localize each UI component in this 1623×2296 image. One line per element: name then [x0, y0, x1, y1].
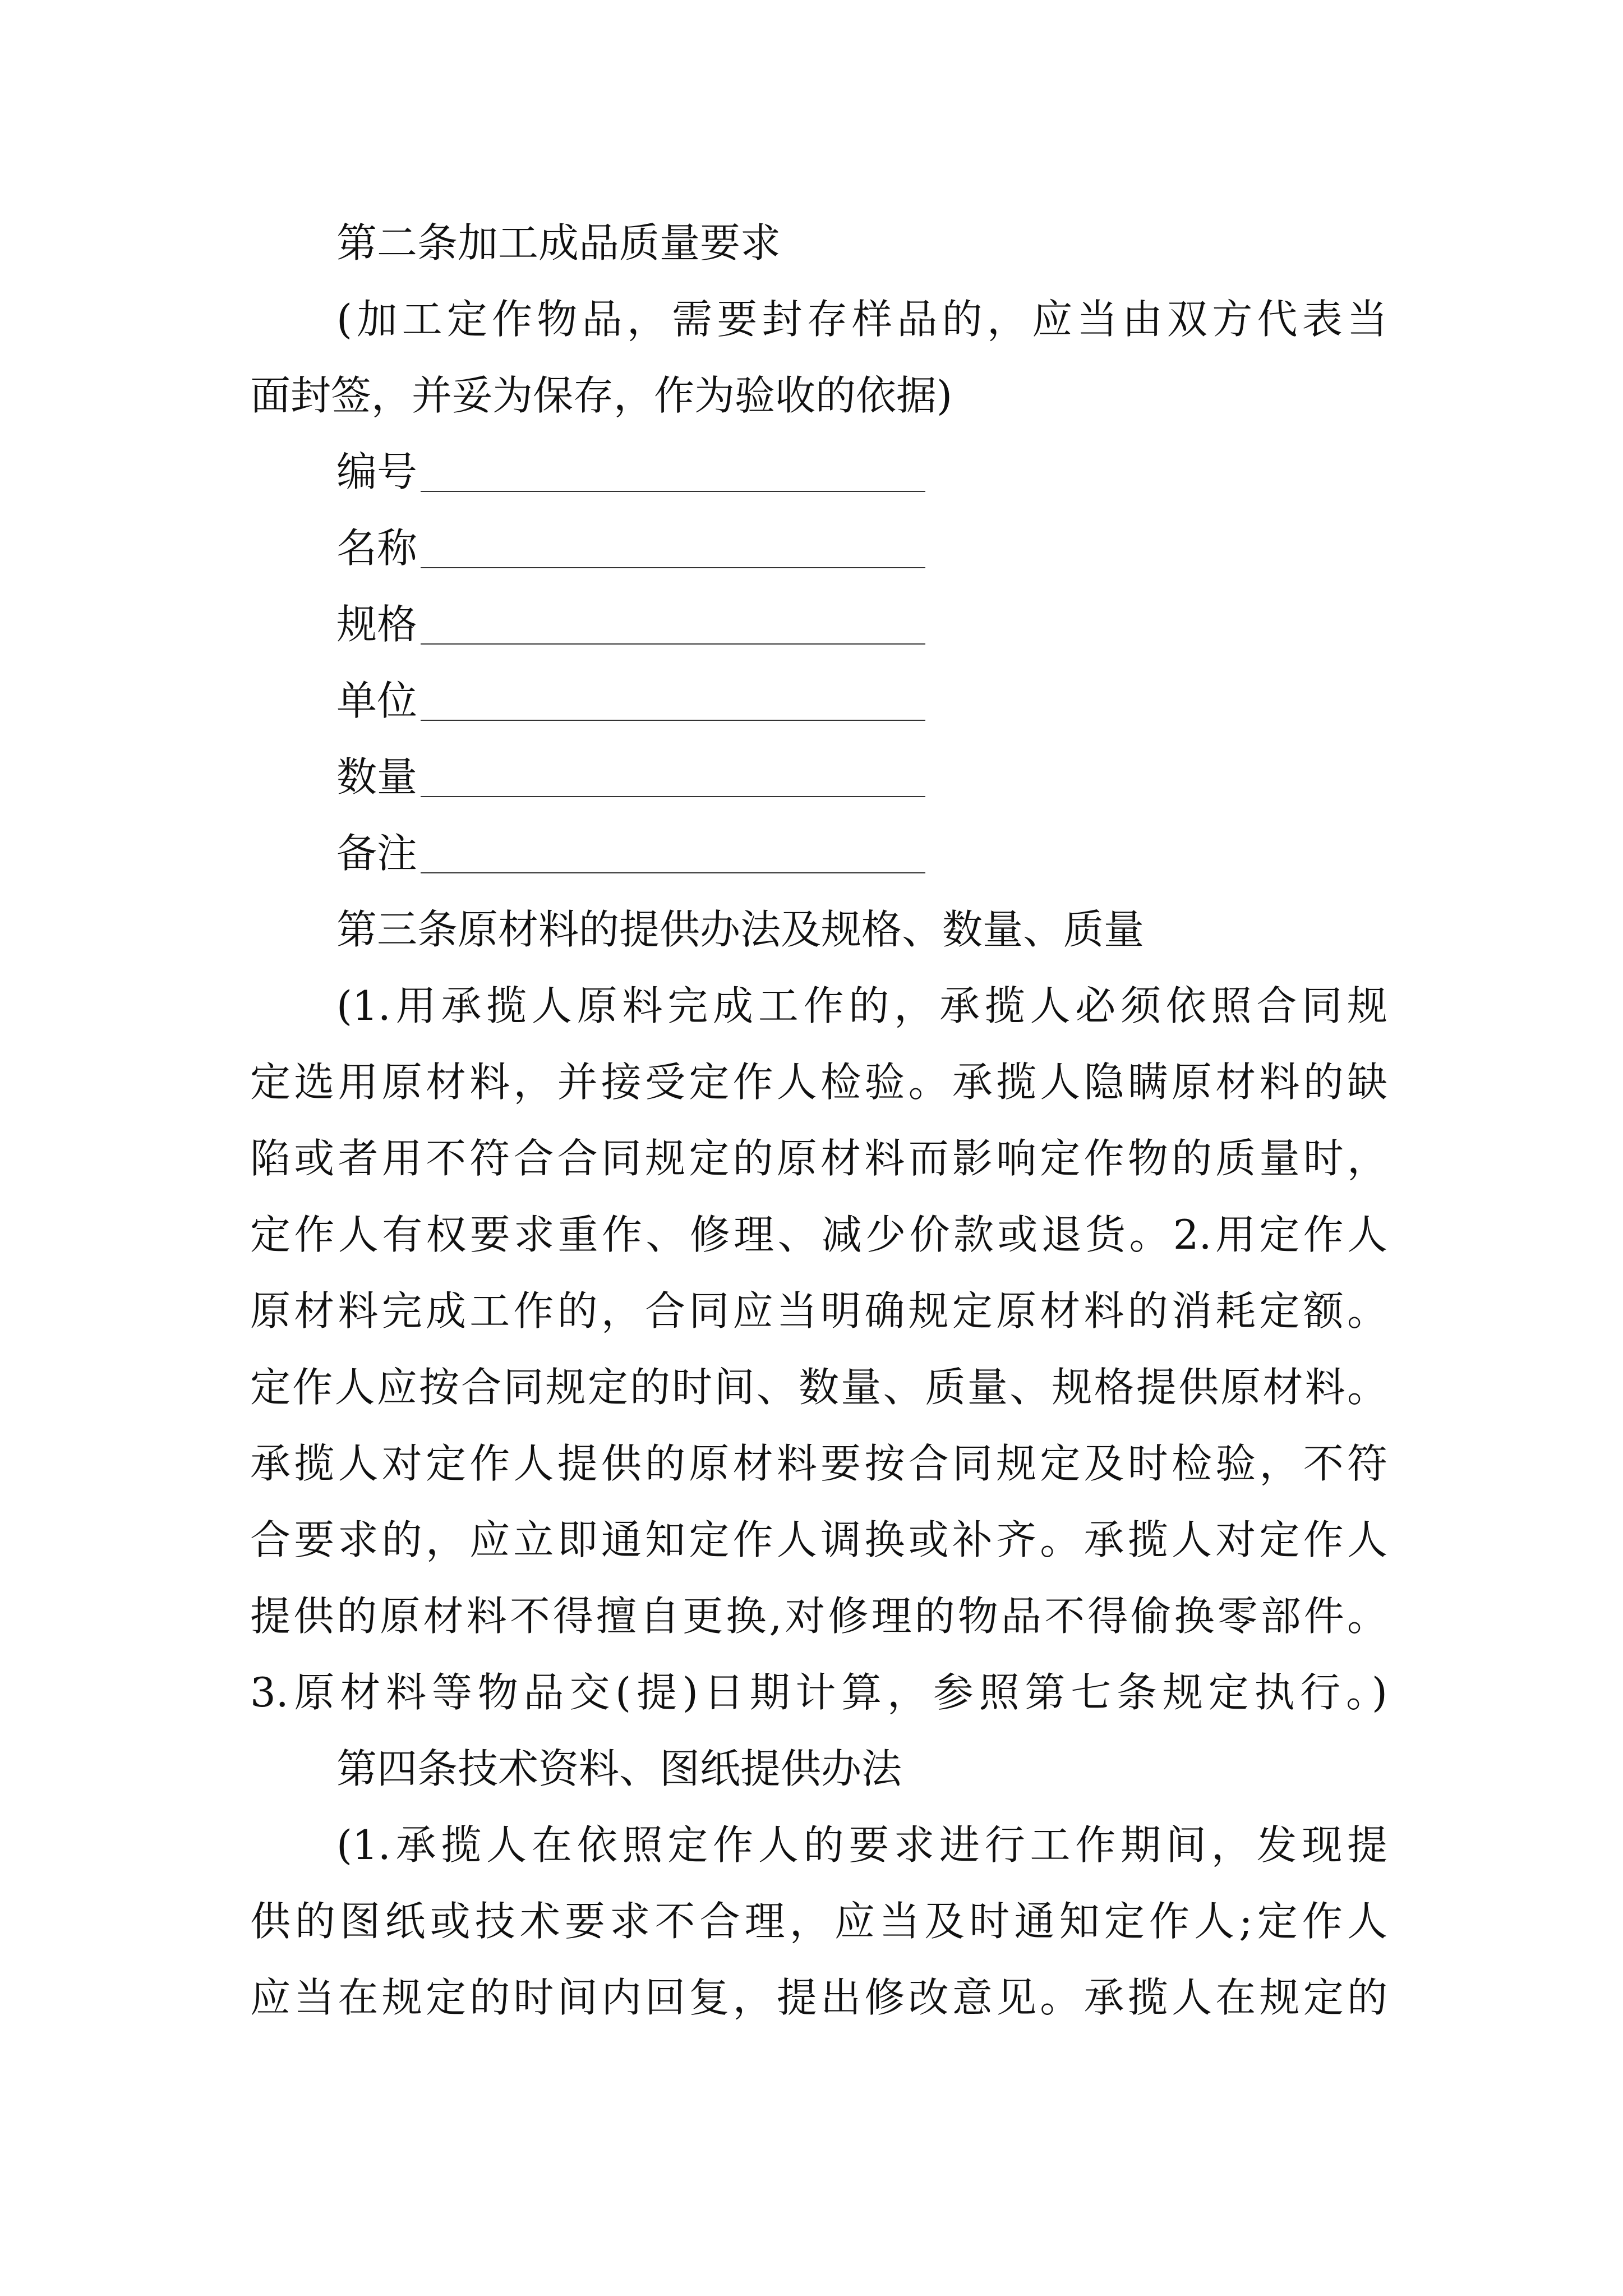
article3-line: 陷或者用不符合合同规定的原材料而影响定作物的质量时，: [250, 1135, 1387, 1182]
blank-line[interactable]: [421, 643, 925, 645]
article3-line: (1.用承揽人原料完成工作的，承揽人必须依照合同规: [336, 982, 1387, 1029]
article3-line: 承揽人对定作人提供的原材料要按合同规定及时检验，不符: [250, 1440, 1387, 1487]
field-label: 备注: [336, 830, 418, 877]
article4-line: (1.承揽人在依照定作人的要求进行工作期间，发现提: [336, 1821, 1387, 1869]
article3-line: 原材料完成工作的，合同应当明确规定原材料的消耗定额。: [250, 1287, 1387, 1335]
article2-note-line: (加工定作物品，需要封存样品的，应当由双方代表当: [336, 296, 1387, 343]
article3-line: 定作人有权要求重作、修理、减少价款或退货。2.用定作人: [250, 1211, 1387, 1258]
field-label: 规格: [336, 601, 418, 648]
field-spec[interactable]: [336, 585, 925, 664]
blank-line[interactable]: [421, 796, 925, 797]
field-remarks[interactable]: [336, 814, 925, 892]
field-number[interactable]: [336, 432, 925, 511]
blank-line[interactable]: [421, 872, 925, 873]
article4-heading: 第四条技术资料、图纸提供办法: [336, 1745, 902, 1792]
field-label: 单位: [336, 677, 418, 724]
blank-line[interactable]: [421, 567, 925, 568]
field-quantity[interactable]: [336, 738, 925, 816]
field-label: 数量: [336, 753, 418, 800]
blank-line[interactable]: [421, 491, 925, 492]
blank-line[interactable]: [421, 720, 925, 721]
article3-line: 定选用原材料，并接受定作人检验。承揽人隐瞒原材料的缺: [250, 1059, 1387, 1106]
article2-heading: 第二条加工成品质量要求: [336, 219, 781, 266]
article4-line: 应当在规定的时间内回复，提出修改意见。承揽人在规定的: [250, 1974, 1387, 2021]
article3-line: 定作人应按合同规定的时间、数量、质量、规格提供原材料。: [250, 1364, 1387, 1411]
article2-note-line: 面封签，并妥为保存，作为验收的依据): [250, 372, 953, 419]
article3-line: 合要求的，应立即通知定作人调换或补齐。承揽人对定作人: [250, 1516, 1387, 1563]
field-name[interactable]: [336, 509, 925, 587]
article3-line: 3.原材料等物品交(提)日期计算，参照第七条规定执行。): [250, 1669, 1387, 1716]
article3-heading: 第三条原材料的提供办法及规格、数量、质量: [336, 906, 1145, 953]
field-label: 编号: [336, 448, 418, 495]
field-label: 名称: [336, 524, 418, 572]
field-unit[interactable]: [336, 661, 925, 740]
article4-line: 供的图纸或技术要求不合理，应当及时通知定作人;定作人: [250, 1898, 1387, 1945]
article3-line: 提供的原材料不得擅自更换,对修理的物品不得偷换零部件。: [250, 1593, 1387, 1640]
